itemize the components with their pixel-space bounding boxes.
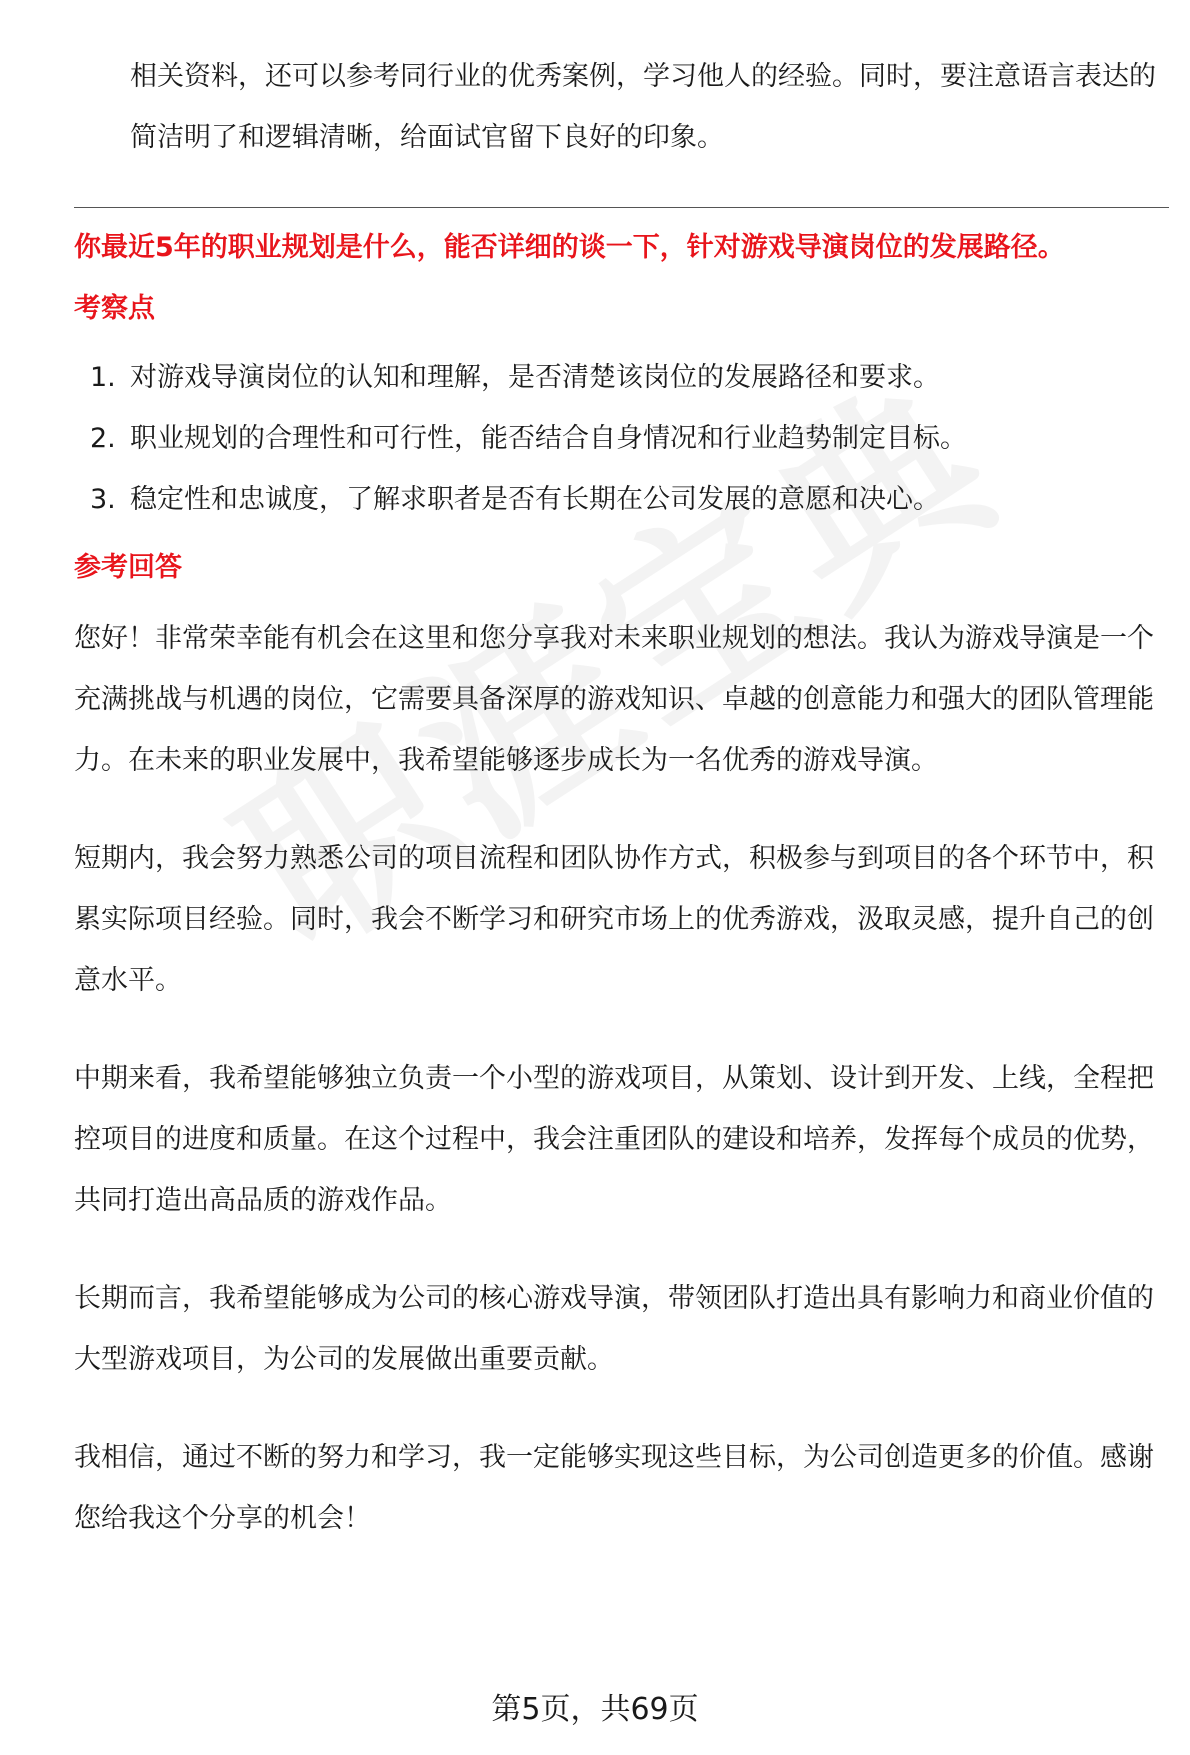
intro-paragraph: 相关资料，还可以参考同行业的优秀案例，学习他人的经验。同时，要注意语言表达的简洁明了和逻辑清晰，给面试官留下良好的印象。 <box>130 61 1156 153</box>
answer-paragraph: 短期内，我会努力熟悉公司的项目流程和团队协作方式，积极参与到项目的各个环节中，积累实际项目经验。同时，我会不断学习和研究市场上的优秀游戏，汲取灵感，提升自己的创意水平。 <box>74 843 1154 996</box>
answer-paragraph: 中期来看，我希望能够独立负责一个小型的游戏项目，从策划、设计到开发、上线，全程把控项目的进度和质量。在这个过程中，我会注重团队的建设和培养，发挥每个成员的优势，共同打造出高品质的游戏作品。 <box>74 1063 1154 1216</box>
list-item <box>74 469 1169 530</box>
list-item-text: 职业规划的合理性和可行性，能否结合自身情况和行业趋势制定目标。 <box>130 423 967 454</box>
focus-points-title: 考察点 <box>74 293 155 324</box>
answer-paragraph: 您好！非常荣幸能有机会在这里和您分享我对未来职业规划的想法。我认为游戏导演是一个充满挑战与机遇的岗位，它需要具备深厚的游戏知识、卓越的创意能力和强大的团队管理能力。在未来的职业发展中，我希望能够逐步成长为一名优秀的游戏导演。 <box>74 623 1154 776</box>
answer-paragraph: 长期而言，我希望能够成为公司的核心游戏导演，带领团队打造出具有影响力和商业价值的大型游戏项目，为公司的发展做出重要贡献。 <box>74 1283 1154 1375</box>
page-content <box>74 46 1169 1549</box>
question-heading: 你最近5年的职业规划是什么，能否详细的谈一下，针对游戏导演岗位的发展路径。 <box>74 232 1065 263</box>
focus-points-list <box>74 347 1169 530</box>
page-number: 第5页，共69页 <box>491 1692 699 1727</box>
list-item-number: 2. <box>90 423 116 454</box>
list-item <box>74 408 1169 469</box>
list-item-number: 1. <box>90 362 116 393</box>
list-item <box>74 347 1169 408</box>
answer-paragraph: 我相信，通过不断的努力和学习，我一定能够实现这些目标，为公司创造更多的价值。感谢您给我这个分享的机会！ <box>74 1442 1154 1534</box>
list-item-text: 对游戏导演岗位的认知和理解，是否清楚该岗位的发展路径和要求。 <box>130 362 940 393</box>
list-item-number: 3. <box>90 484 116 515</box>
reference-answer-title: 参考回答 <box>74 552 182 583</box>
list-item-text: 稳定性和忠诚度，了解求职者是否有长期在公司发展的意愿和决心。 <box>130 484 940 515</box>
section-divider <box>74 207 1169 208</box>
